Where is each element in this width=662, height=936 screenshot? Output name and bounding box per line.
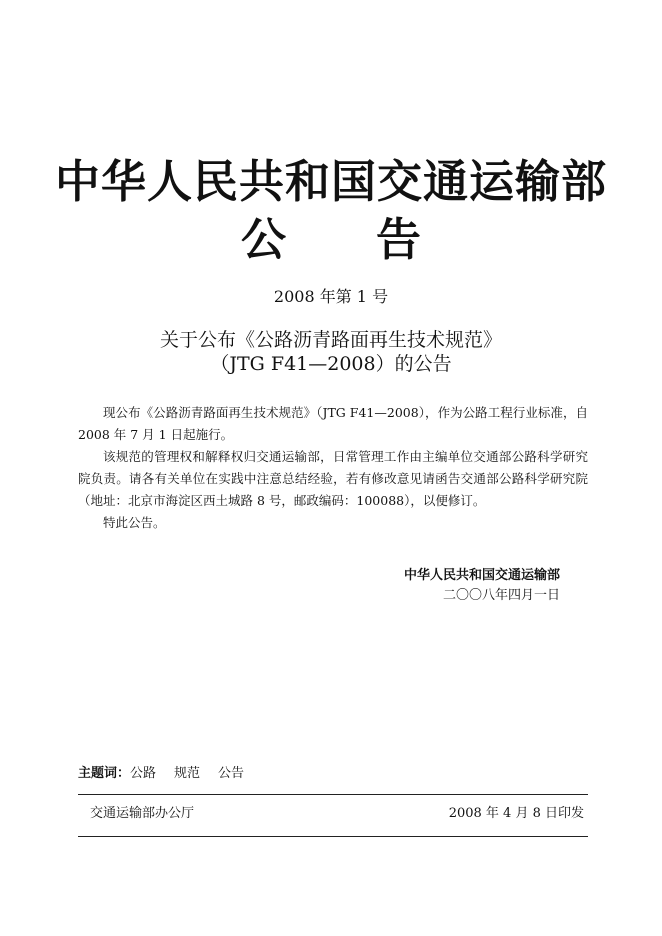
notice-heading-char-2: 告 — [376, 213, 422, 266]
signature-organization: 中华人民共和国交通运输部 — [403, 568, 560, 583]
footer-top-rule — [78, 794, 588, 795]
notice-subject — [0, 328, 662, 376]
signature-block — [0, 566, 560, 606]
keyword: 公告 — [218, 766, 245, 781]
body-paragraph: 现公布《公路沥青路面再生技术规范》（JTG F41—2008），作为公路工程行业标准，自 2008 年 7 月 1 日起施行。 — [78, 405, 588, 442]
notice-heading-char-1: 公 — [240, 213, 286, 266]
keyword: 公路 — [130, 766, 157, 781]
organization-title: 中华人民共和国交通运输部 — [54, 155, 607, 208]
body-paragraph: 该规范的管理权和解释权归交通运输部，日常管理工作由主编单位交通部公路科学研究院负责。请各有关单位在实践中注意总结经验，若有修改意见请函告交通部公路科学研究院（地址：北京市海淀区西土城路 8 号，邮政编码：100088），以便修订。 — [78, 449, 588, 508]
keyword: 规范 — [174, 766, 201, 781]
notice-heading — [0, 210, 662, 270]
notice-number: 2008 年第 1 号 — [273, 287, 389, 306]
notice-body — [78, 402, 588, 534]
signature-date: 二〇〇八年四月一日 — [442, 588, 560, 603]
keywords-line — [78, 764, 262, 784]
issue-date: 2008 年 4 月 8 日印发 — [448, 806, 584, 821]
subject-line-2: （JTG F41—2008）的公告 — [210, 353, 452, 375]
subject-line-1: 关于公布《公路沥青路面再生技术规范》 — [159, 329, 502, 351]
footer-bottom-rule — [78, 836, 588, 837]
body-paragraph: 特此公告。 — [103, 515, 166, 530]
keywords-label: 主题词： — [78, 766, 131, 781]
issuing-office: 交通运输部办公厅 — [90, 806, 195, 821]
